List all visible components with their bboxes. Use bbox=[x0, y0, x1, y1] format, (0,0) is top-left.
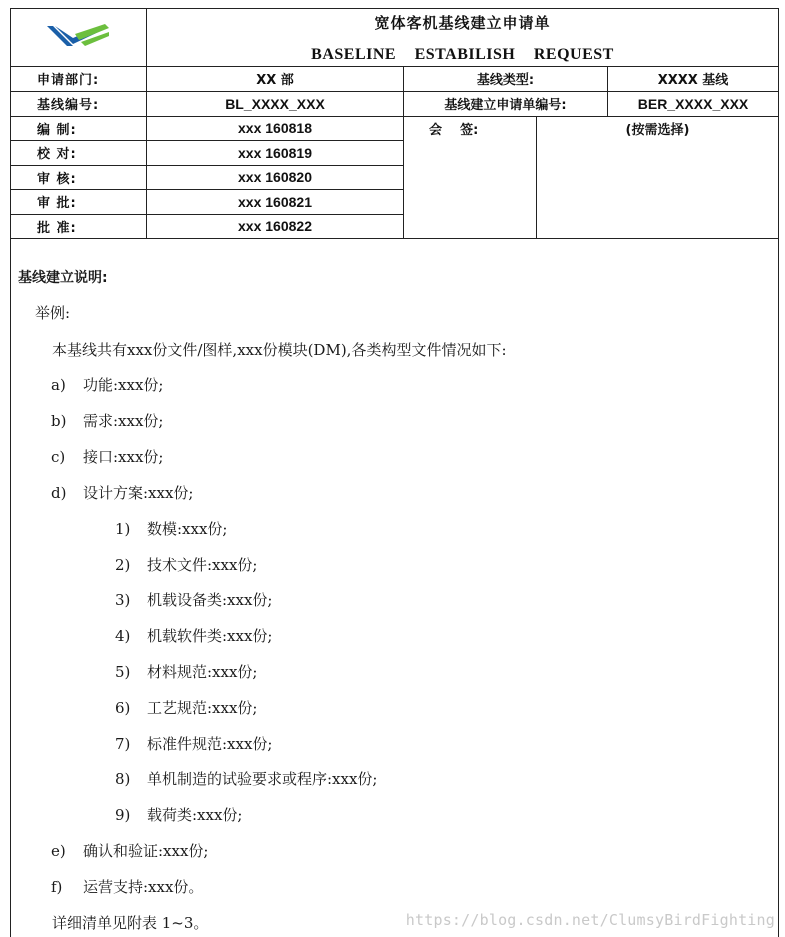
type-label: 基线类型: bbox=[476, 73, 535, 88]
sub-list-item: 7) 标准件规范:xxx份; bbox=[115, 735, 273, 753]
sub-list-item: 4) 机载软件类:xxx份; bbox=[115, 627, 273, 645]
approval-value-examine: xxx 160821 bbox=[238, 193, 312, 210]
dept-value: XX 部 bbox=[256, 73, 294, 88]
approval-label-compile: 编 制: bbox=[37, 122, 77, 138]
list-item: b) 需求:xxx份; bbox=[51, 412, 164, 430]
countersign-label: 会 签: bbox=[429, 122, 479, 138]
request-no-value: BER_XXXX_XXX bbox=[637, 95, 749, 112]
countersign-note: (按需选择) bbox=[625, 122, 690, 138]
form-title-en: BASELINE ESTABILISH REQUEST bbox=[311, 46, 614, 63]
sub-list-item: 9) 载荷类:xxx份; bbox=[115, 806, 243, 824]
company-logo-icon bbox=[45, 22, 111, 52]
intro-paragraph: 本基线共有xxx份文件/图样,xxx份模块(DM),各类构型文件情况如下: bbox=[52, 341, 507, 359]
baseline-request-form bbox=[10, 8, 779, 937]
sub-list-item: 8) 单机制造的试验要求或程序:xxx份; bbox=[115, 770, 378, 788]
sub-list-item: 1) 数模:xxx份; bbox=[115, 520, 228, 538]
watermark-url: https://blog.csdn.net/ClumsyBirdFighting bbox=[405, 911, 775, 929]
example-label: 举例: bbox=[35, 304, 71, 322]
description-title: 基线建立说明: bbox=[18, 270, 108, 286]
form-header bbox=[11, 9, 778, 67]
approval-value-proofread: xxx 160819 bbox=[238, 144, 312, 161]
list-item: a) 功能:xxx份; bbox=[51, 376, 164, 394]
approval-value-approve: xxx 160822 bbox=[238, 218, 312, 234]
sub-list-item: 6) 工艺规范:xxx份; bbox=[115, 699, 258, 717]
approval-value-compile: xxx 160818 bbox=[238, 120, 312, 136]
request-no-label: 基线建立申请单编号: bbox=[444, 98, 567, 113]
approval-value-review: xxx 160820 bbox=[238, 169, 312, 185]
approval-label-examine: 审 批: bbox=[37, 196, 77, 211]
type-value: XXXX 基线 bbox=[657, 73, 729, 88]
baseline-no-label: 基线编号: bbox=[37, 98, 100, 113]
list-item: e) 确认和验证:xxx份; bbox=[51, 842, 209, 860]
sub-list-item: 5) 材料规范:xxx份; bbox=[115, 663, 258, 681]
dept-label: 申请部门: bbox=[37, 73, 100, 88]
footer-note: 详细清单见附表 1~3。 bbox=[52, 914, 209, 932]
approval-label-approve: 批 准: bbox=[37, 220, 77, 236]
sub-list-item: 2) 技术文件:xxx份; bbox=[115, 556, 258, 574]
baseline-no-value: BL_XXXX_XXX bbox=[225, 95, 325, 112]
approval-label-review: 审 核: bbox=[37, 171, 77, 187]
sub-list-item: 3) 机载设备类:xxx份; bbox=[115, 591, 273, 609]
approval-label-proofread: 校 对: bbox=[37, 147, 77, 162]
list-item: d) 设计方案:xxx份; bbox=[51, 484, 194, 502]
form-title-cn: 宽体客机基线建立申请单 bbox=[374, 14, 551, 32]
list-item: f) 运营支持:xxx份。 bbox=[51, 878, 204, 896]
list-item: c) 接口:xxx份; bbox=[51, 448, 164, 466]
logo-cell bbox=[11, 9, 147, 66]
